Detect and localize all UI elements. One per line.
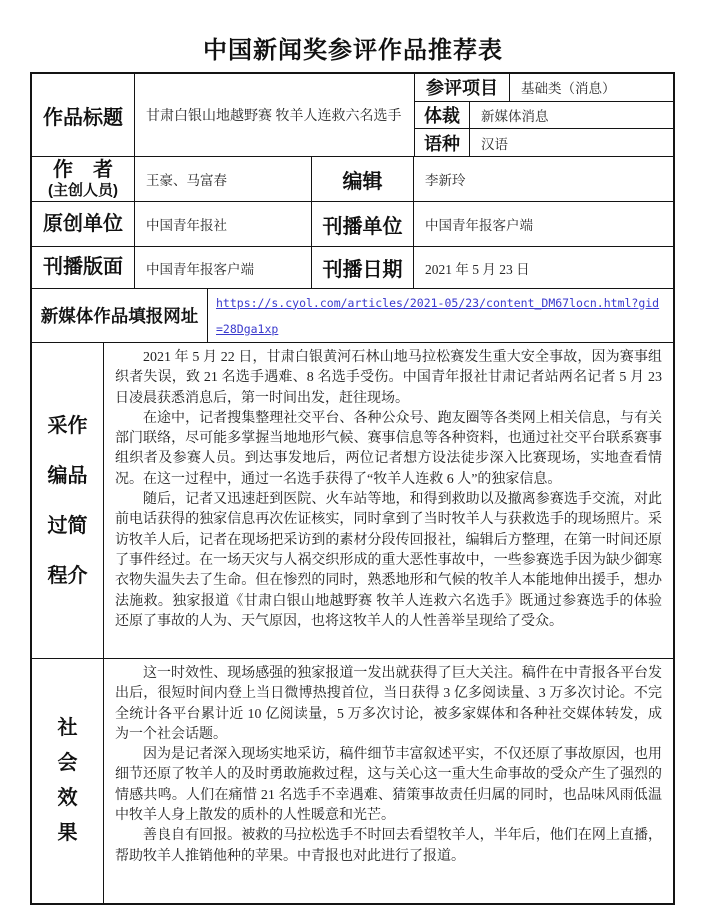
editor-value: 李新玲 — [425, 173, 466, 188]
paragraph: 因为是记者深入现场实地采访，稿件细节丰富叙述平实，不仅还原了事故原因，也用细节还原了牧羊人的及时勇敢施救过程，这与关心这一重大生命事故的受众产生了强烈的情感共鸣。人们在痛惜 21 名选手不幸遇难、猜策事故责任归属的同时，也品味风雨低温中牧羊人身上散发的质朴的人性暖意和光芒。 — [115, 747, 662, 824]
genre-value: 新媒体消息 — [481, 109, 549, 124]
genre-row — [415, 102, 673, 130]
social-effect-label — [32, 659, 104, 903]
entry-category-row — [415, 74, 673, 102]
row-work-title — [32, 74, 673, 157]
social-effect-text — [104, 659, 673, 903]
publish-unit-label: 刊播单位 — [312, 202, 414, 246]
url-label: 新媒体作品填报网址 — [32, 289, 208, 342]
url-cell — [208, 289, 673, 342]
author-value: 王豪、马富春 — [135, 157, 312, 201]
social-label-line: 社 — [57, 717, 78, 739]
publish-page-label: 刊播版面 — [32, 247, 135, 288]
process-intro-label — [32, 343, 104, 658]
author-label-sub: (主创人员) — [48, 182, 118, 199]
form-table — [30, 72, 675, 905]
author-label — [32, 157, 135, 201]
paragraph: 这一时效性、现场感强的独家报道一发出就获得了巨大关注。稿件在中青报各平台发出后，很短时间内登上当日微博热搜首位，当日获得 3 亿多阅读量、3 万多次讨论。不完全统计各平台累计近 10 亿阅读量，5 万多次讨论，被多家媒体和各种社交媒体转发，成为一个社会话题。 — [115, 666, 662, 742]
publish-unit-value: 中国青年报客户端 — [425, 218, 533, 233]
submission-url-link[interactable]: https://s.cyol.com/articles/2021-05/23/content_DM67locn.html?gid=28Dga1xp — [216, 295, 660, 336]
classification-group — [415, 74, 673, 156]
publish-date-label: 刊播日期 — [312, 247, 414, 288]
original-unit-value: 中国青年报社 — [135, 202, 312, 246]
paragraph: 在途中，记者搜集整理社交平台、各种公众号、跑友圈等各类网上相关信息，与有关部门联络，尽可能多掌握当地地形气候、赛事信息等各种资料，也通过社交平台联系赛事组织者及参赛人员。到达事发地后，两位记者想方设法徒步深入比赛现场，实地查看情况。在这一过程中，通过一名选手获得了“牧羊人连救 6 人”的独家信息。 — [115, 410, 662, 487]
paragraph: 善良自有回报。被救的马拉松选手不时回去看望牧羊人，半年后，他们在网上直播，帮助牧羊人推销他种的苹果。中青报也对此进行了报道。 — [115, 828, 662, 864]
editor-label: 编辑 — [312, 157, 414, 201]
row-units — [32, 202, 673, 247]
process-label-line: 程介 — [47, 564, 88, 587]
process-label-line: 编品 — [47, 464, 88, 487]
row-author-editor — [32, 157, 673, 202]
publish-date-value: 2021 年 5 月 23 日 — [425, 261, 530, 277]
language-label: 语种 — [415, 129, 470, 156]
entry-category-value: 基础类（消息） — [521, 81, 616, 97]
social-label-line: 会 — [57, 752, 78, 774]
row-social-effect — [32, 659, 673, 903]
language-value: 汉语 — [481, 136, 508, 152]
row-process-intro — [32, 343, 673, 659]
original-unit-label: 原创单位 — [32, 202, 135, 246]
entry-category-label: 参评项目 — [415, 74, 510, 101]
process-label-line: 过简 — [47, 514, 88, 537]
social-label-line: 效 — [57, 787, 78, 809]
paragraph: 随后，记者又迅速赶到医院、火车站等地，和得到救助以及撤离参赛选手交流，对此前电话获得的独家信息再次佐证核实，同时拿到了当时牧羊人与获救选手的现场照片。采访牧羊人后，记者在现场把采访到的素材分段传回报社，编辑后方整理，在第一时间还原了事件经过。在一场天灾与人祸交织形成的重大恶性事故中，一些参赛选手因为缺少御寒衣物失温失去了生命。但在惨烈的同时，熟悉地形和气候的牧羊人本能地伸出援手，想办法施救。独家报道《甘肃白银山地越野赛 牧羊人连救六名选手》既通过参赛选手的体验还原了事故的人为、天气原因，也将这牧羊人的人性善举呈现给了受众。 — [115, 492, 662, 629]
genre-label: 体裁 — [415, 102, 470, 129]
process-label-line: 采作 — [47, 414, 88, 437]
social-label-line: 果 — [57, 822, 78, 844]
language-row — [415, 129, 673, 156]
work-title-label: 作品标题 — [32, 74, 135, 156]
row-page-date — [32, 247, 673, 289]
row-url — [32, 289, 673, 343]
process-intro-text — [104, 343, 673, 658]
paragraph: 2021 年 5 月 22 日，甘肃白银黄河石林山地马拉松赛发生重大安全事故，因为赛事组织者失误，致 21 名选手遇难、8 名选手受伤。中国青年报社甘肃记者站两名记者 5 月 23 日凌晨获悉消息后，第一时间出发，赶往现场。 — [115, 350, 662, 406]
work-title-value: 甘肃白银山地越野赛 牧羊人连救六名选手 — [135, 74, 415, 156]
publish-page-value: 中国青年报客户端 — [135, 247, 312, 288]
author-label-main: 作 者 — [53, 159, 113, 181]
page-title: 中国新闻奖参评作品推荐表 — [203, 37, 503, 64]
